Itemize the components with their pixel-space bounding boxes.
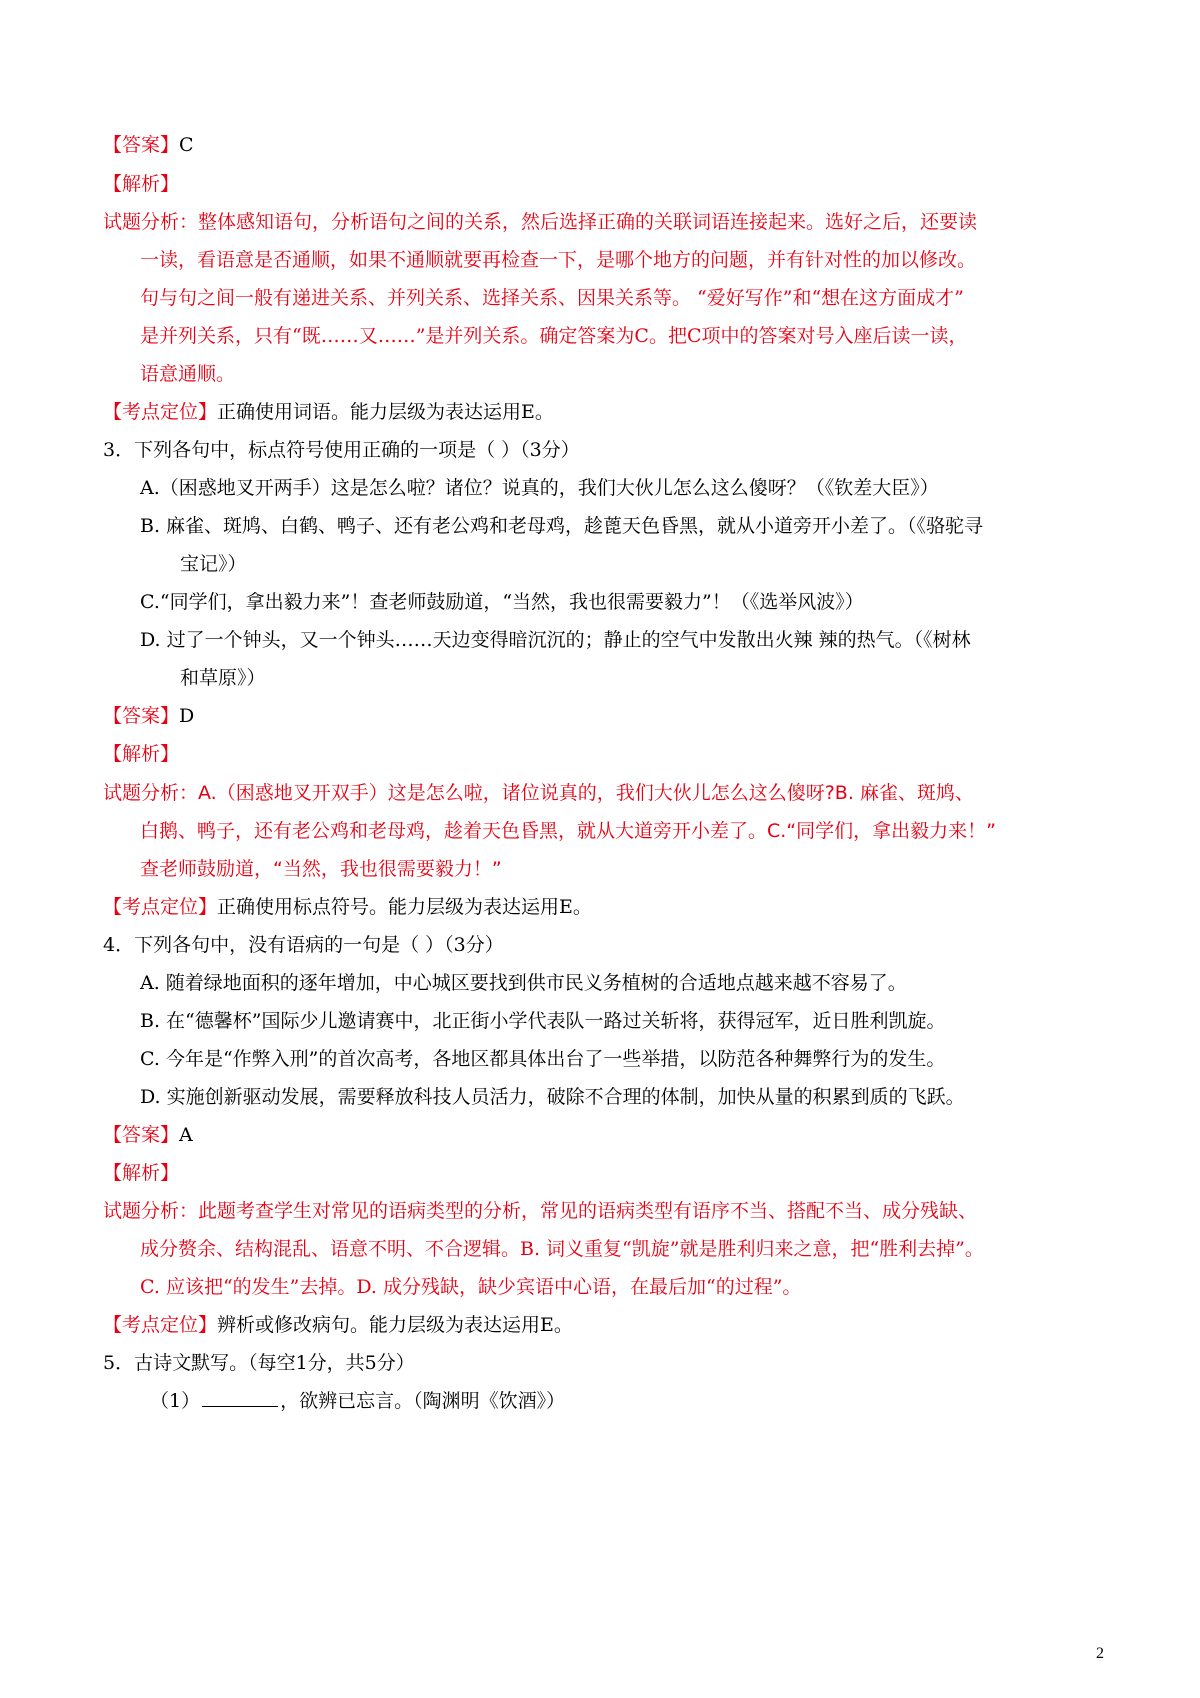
q3-stem: 3．下列各句中，标点符号使用正确的一项是（ ）（3分） xyxy=(103,439,580,461)
q4-analysis-line-2: 成分赘余、结构混乱、语意不明、不合逻辑。B. 词义重复“凯旋”就是胜利归来之意，把“胜利去掉”。 xyxy=(140,1238,984,1260)
fill-blank[interactable] xyxy=(202,1388,278,1407)
answer-value: A xyxy=(179,1124,193,1146)
q3-option-b: B. 麻雀、斑鸠、白鹤、鸭子、还有老公鸡和老母鸡，趁蓖天色昏黑，就从小道旁开小差了。（《骆驼寻 xyxy=(140,515,984,537)
q5-item-1 xyxy=(150,1388,565,1414)
answer-value: C xyxy=(179,134,194,156)
answer-value: D xyxy=(179,705,195,727)
answer-label: 【答案】 xyxy=(103,1124,180,1146)
q2-analysis-line-5: 语意通顺。 xyxy=(140,363,236,385)
q3-option-b-cont: 宝记》） xyxy=(180,553,247,575)
q3-analysis-line-3: 查老师鼓励道，“当然，我也很需要毅力！” xyxy=(140,858,502,880)
q3-knowledge-point xyxy=(103,894,592,920)
kp-text: 正确使用标点符号。能力层级为表达运用E。 xyxy=(217,896,592,918)
q4-analysis-line-1: 试题分析：此题考查学生对常见的语病类型的分析，常见的语病类型有语序不当、搭配不当、成分残缺、 xyxy=(103,1200,978,1222)
item-suffix: ，欲辨已忘言。（陶渊明《饮酒》） xyxy=(280,1390,566,1412)
kp-text: 正确使用词语。能力层级为表达运用E。 xyxy=(217,401,554,423)
q4-knowledge-point xyxy=(103,1312,573,1338)
q3-option-d: D. 过了一个钟头，又一个钟头……天边变得暗沉沉的；静止的空气中发散出火辣 辣的热气。（《树林 xyxy=(140,629,971,651)
q4-analysis-line-3: C. 应该把“的发生”去掉。D. 成分残缺，缺少宾语中心语，在最后加“的过程”。 xyxy=(140,1276,802,1298)
q4-analysis-label: 【解析】 xyxy=(103,1162,180,1184)
q5-stem: 5．古诗文默写。（每空1分，共5分） xyxy=(103,1352,415,1374)
kp-label: 【考点定位】 xyxy=(103,896,218,918)
page-number: 2 xyxy=(1096,1645,1104,1662)
q3-answer xyxy=(103,703,194,729)
item-prefix: （1） xyxy=(150,1390,201,1412)
kp-label: 【考点定位】 xyxy=(103,1314,218,1336)
q2-analysis-label: 【解析】 xyxy=(103,173,180,195)
answer-label: 【答案】 xyxy=(103,705,180,727)
q4-option-a: A. 随着绿地面积的逐年增加，中心城区要找到供市民义务植树的合适地点越来越不容易了。 xyxy=(140,972,907,994)
q4-option-d: D. 实施创新驱动发展，需要释放科技人员活力，破除不合理的体制，加快从量的积累到质的飞跃。 xyxy=(140,1086,965,1108)
q4-option-c: C. 今年是“作弊入刑”的首次高考，各地区都具体出台了一些举措，以防范各种舞弊行为的发生。 xyxy=(140,1048,946,1070)
kp-label: 【考点定位】 xyxy=(103,401,218,423)
q4-answer xyxy=(103,1122,193,1148)
q3-analysis-line-2: 白鹅、鸭子，还有老公鸡和老母鸡，趁着天色昏黑，就从大道旁开小差了。C.“同学们，拿出毅力来！” xyxy=(140,820,996,842)
q2-answer xyxy=(103,132,194,158)
answer-label: 【答案】 xyxy=(103,134,180,156)
q2-analysis-line-2: 一读，看语意是否通顺，如果不通顺就要再检查一下，是哪个地方的问题，并有针对性的加以修改。 xyxy=(140,249,977,271)
q2-analysis-line-3: 句与句之间一般有递进关系、并列关系、选择关系、因果关系等。 “爱好写作”和“想在这方面成才” xyxy=(140,287,964,309)
q2-knowledge-point xyxy=(103,399,554,425)
q2-analysis-line-4: 是并列关系，只有“既……又……”是并列关系。确定答案为C。把C项中的答案对号入座后读一读， xyxy=(140,325,968,347)
q2-analysis-line-1: 试题分析：整体感知语句，分析语句之间的关系，然后选择正确的关联词语连接起来。选好之后，还要读 xyxy=(103,211,978,233)
q4-stem: 4．下列各句中，没有语病的一句是（ ）（3分） xyxy=(103,934,504,956)
kp-text: 辨析或修改病句。能力层级为表达运用E。 xyxy=(217,1314,573,1336)
q4-option-b: B. 在“德馨杯”国际少儿邀请赛中，北正街小学代表队一路过关斩将，获得冠军，近日胜利凯旋。 xyxy=(140,1010,946,1032)
q3-option-d-cont: 和草原》） xyxy=(180,667,266,689)
q3-option-a: A.（困惑地叉开两手）这是怎么啦？诸位？说真的，我们大伙儿怎么这么傻呀？（《钦差大臣》） xyxy=(140,477,939,499)
q3-analysis-line-1: 试题分析：A.（困惑地叉开双手）这是怎么啦，诸位说真的，我们大伙儿怎么这么傻呀?B. 麻雀、斑鸠、 xyxy=(103,782,974,804)
q3-option-c: C.“同学们，拿出毅力来”！查老师鼓励道，“当然，我也很需要毅力”！（《选举风波》） xyxy=(140,591,864,613)
q3-analysis-label: 【解析】 xyxy=(103,743,180,765)
